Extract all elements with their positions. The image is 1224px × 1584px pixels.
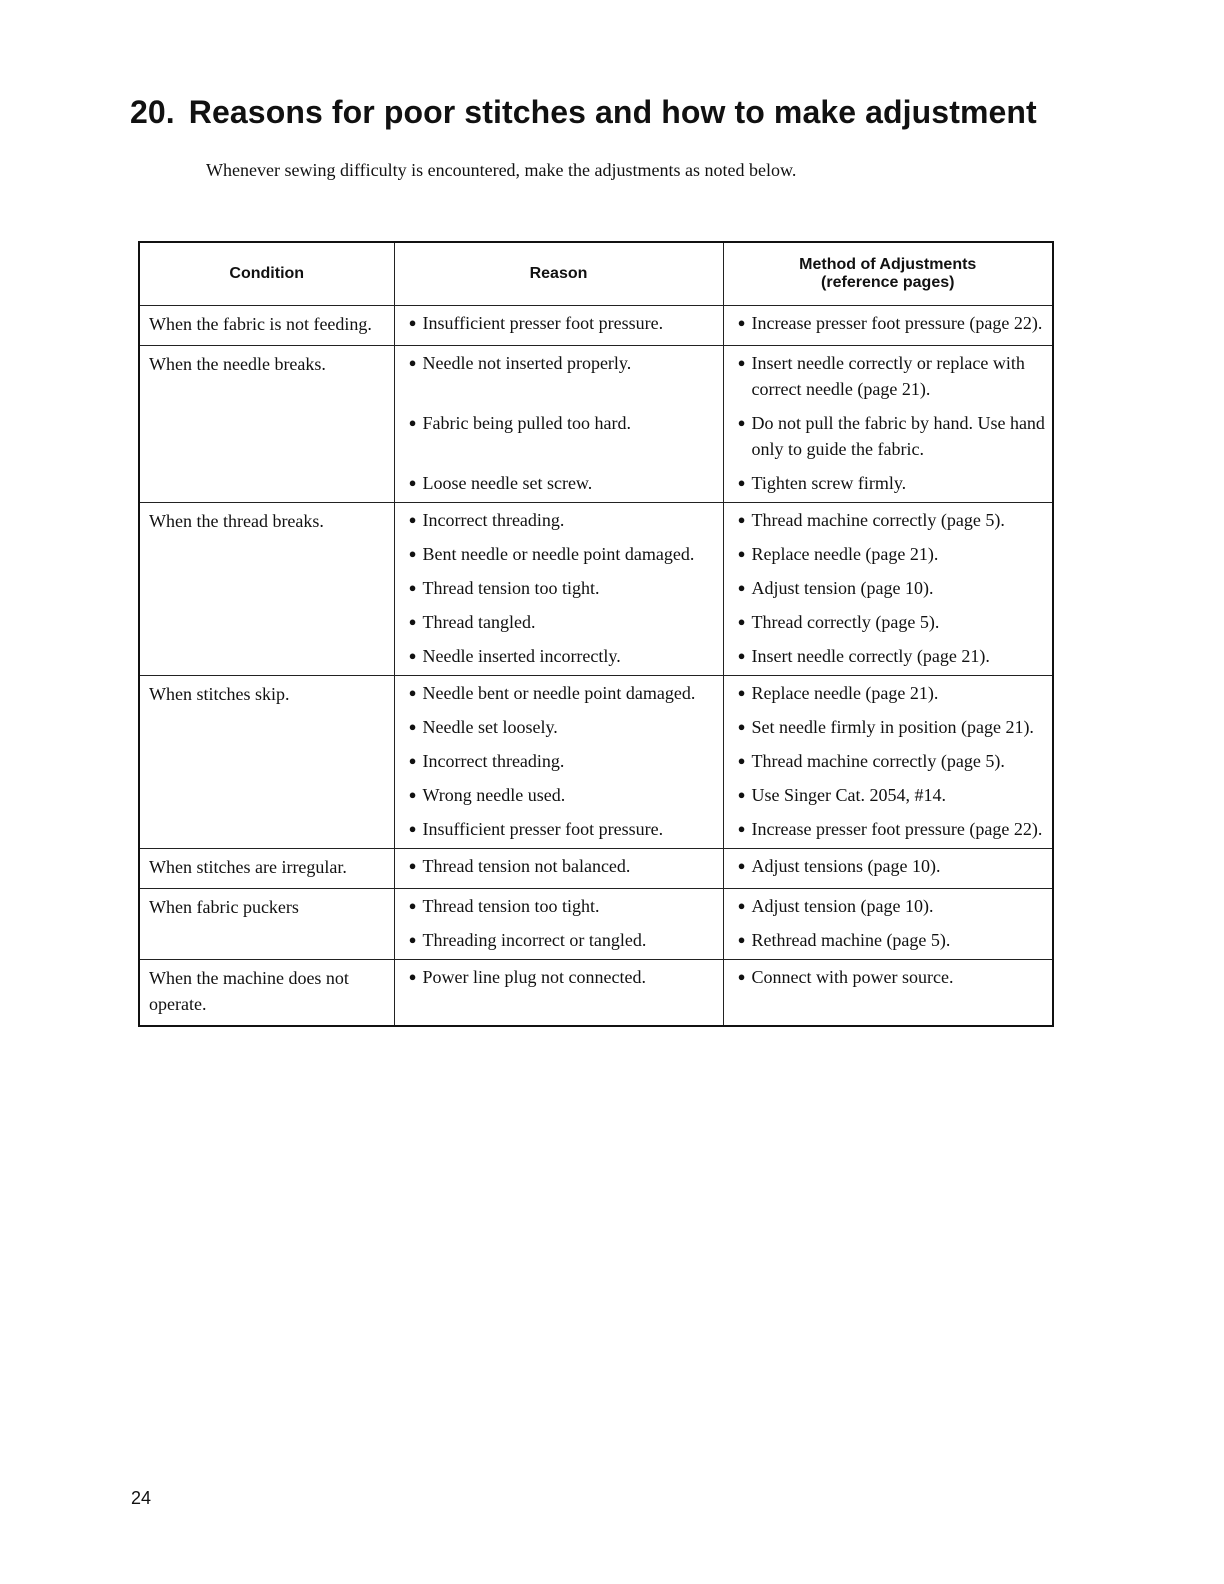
bullet-icon: ● <box>408 932 417 947</box>
bullet-icon: ● <box>737 858 746 873</box>
bullet-icon: ● <box>408 475 417 490</box>
reason-item <box>403 350 719 402</box>
method-text: Insert needle correctly or replace with correct needle (page 21). <box>751 353 1025 399</box>
condition-cell: When the machine does not operate. <box>139 960 394 1027</box>
bullet-icon: ● <box>408 580 417 595</box>
intro-text: Whenever sewing difficulty is encountered, make the adjustments as noted below. <box>206 160 797 180</box>
method-item <box>732 310 1049 336</box>
table-row <box>139 503 1053 676</box>
bullet-icon: ● <box>408 355 417 370</box>
method-text: Thread machine correctly (page 5). <box>751 510 1005 530</box>
bullet-icon: ● <box>737 898 746 913</box>
reason-item <box>403 310 719 336</box>
reason-cell <box>394 849 723 889</box>
bullet-icon: ● <box>408 821 417 836</box>
bullet-icon: ● <box>737 719 746 734</box>
table-row <box>139 960 1053 1027</box>
reason-text: Wrong needle used. <box>422 785 566 805</box>
reason-item <box>403 410 719 462</box>
method-item <box>732 964 1049 990</box>
troubleshooting-table <box>138 241 1054 1027</box>
condition-cell: When the thread breaks. <box>139 503 394 676</box>
method-item <box>732 541 1049 567</box>
method-text: Insert needle correctly (page 21). <box>751 646 990 666</box>
reason-text: Thread tension too tight. <box>422 578 600 598</box>
reason-text: Power line plug not connected. <box>422 967 646 987</box>
bullet-icon: ● <box>737 512 746 527</box>
reason-text: Insufficient presser foot pressure. <box>422 819 664 839</box>
condition-cell: When stitches skip. <box>139 676 394 849</box>
bullet-icon: ● <box>737 932 746 947</box>
bullet-icon: ● <box>408 546 417 561</box>
method-cell <box>723 960 1053 1027</box>
bullet-icon: ● <box>737 580 746 595</box>
reason-item <box>403 714 719 740</box>
method-item <box>732 507 1049 533</box>
condition-cell: When the needle breaks. <box>139 346 394 503</box>
method-text: Thread correctly (page 5). <box>751 612 940 632</box>
section-title-text: Reasons for poor stitches and how to make adjustment <box>188 94 1037 130</box>
reason-cell <box>394 889 723 960</box>
method-item <box>732 470 1049 496</box>
reason-text: Threading incorrect or tangled. <box>422 930 647 950</box>
bullet-icon: ● <box>737 475 746 490</box>
table-body <box>139 306 1053 1027</box>
reason-cell <box>394 676 723 849</box>
condition-header: Condition <box>139 242 394 306</box>
reason-item <box>403 507 719 533</box>
reason-cell <box>394 346 723 503</box>
method-item <box>732 575 1049 601</box>
reason-text: Fabric being pulled too hard. <box>422 413 631 433</box>
reason-item <box>403 541 719 567</box>
bullet-icon: ● <box>408 648 417 663</box>
reason-text: Incorrect threading. <box>422 751 565 771</box>
method-item <box>732 853 1049 879</box>
reason-text: Thread tangled. <box>422 612 536 632</box>
reason-item <box>403 609 719 635</box>
method-cell <box>723 849 1053 889</box>
method-text: Adjust tensions (page 10). <box>751 856 941 876</box>
reason-item <box>403 575 719 601</box>
reason-item <box>403 927 719 953</box>
method-text: Set needle firmly in position (page 21). <box>751 717 1034 737</box>
reason-item <box>403 643 719 669</box>
reason-text: Needle inserted incorrectly. <box>422 646 621 666</box>
method-text: Adjust tension (page 10). <box>751 578 934 598</box>
method-cell <box>723 889 1053 960</box>
section-number: 20. <box>130 94 175 130</box>
table-row <box>139 676 1053 849</box>
bullet-icon: ● <box>737 315 746 330</box>
method-text: Replace needle (page 21). <box>751 544 939 564</box>
reason-text: Loose needle set screw. <box>422 473 593 493</box>
reason-text: Needle bent or needle point damaged. <box>422 683 696 703</box>
method-text: Replace needle (page 21). <box>751 683 939 703</box>
method-text: Thread machine correctly (page 5). <box>751 751 1005 771</box>
method-header-line2: (reference pages) <box>821 274 955 291</box>
reason-cell <box>394 306 723 346</box>
reason-item <box>403 470 719 496</box>
method-text: Increase presser foot pressure (page 22). <box>751 313 1043 333</box>
bullet-icon: ● <box>737 355 746 370</box>
method-item <box>732 680 1049 706</box>
table-row <box>139 849 1053 889</box>
table-row <box>139 889 1053 960</box>
method-cell <box>723 676 1053 849</box>
bullet-icon: ● <box>408 753 417 768</box>
table-header-row <box>139 242 1053 306</box>
bullet-icon: ● <box>737 546 746 561</box>
reason-header: Reason <box>394 242 723 306</box>
bullet-icon: ● <box>737 415 746 430</box>
reason-text: Thread tension too tight. <box>422 896 600 916</box>
method-item <box>732 927 1049 953</box>
method-cell <box>723 346 1053 503</box>
reason-text: Bent needle or needle point damaged. <box>422 544 695 564</box>
bullet-icon: ● <box>408 614 417 629</box>
method-text: Rethread machine (page 5). <box>751 930 951 950</box>
reason-text: Thread tension not balanced. <box>422 856 631 876</box>
bullet-icon: ● <box>737 648 746 663</box>
method-item <box>732 893 1049 919</box>
bullet-icon: ● <box>408 787 417 802</box>
method-item <box>732 714 1049 740</box>
reason-item <box>403 853 719 879</box>
method-header <box>723 242 1053 306</box>
reason-cell <box>394 960 723 1027</box>
method-text: Tighten screw firmly. <box>751 473 907 493</box>
method-cell <box>723 306 1053 346</box>
method-item <box>732 816 1049 842</box>
method-text: Connect with power source. <box>751 967 954 987</box>
bullet-icon: ● <box>408 685 417 700</box>
table-row <box>139 346 1053 503</box>
method-text: Use Singer Cat. 2054, #14. <box>751 785 946 805</box>
reason-text: Needle not inserted properly. <box>422 353 632 373</box>
reason-text: Incorrect threading. <box>422 510 565 530</box>
page-number: 24 <box>131 1488 152 1508</box>
bullet-icon: ● <box>737 821 746 836</box>
condition-cell: When stitches are irregular. <box>139 849 394 889</box>
method-item <box>732 748 1049 774</box>
bullet-icon: ● <box>408 719 417 734</box>
reason-item <box>403 782 719 808</box>
bullet-icon: ● <box>737 969 746 984</box>
reason-text: Insufficient presser foot pressure. <box>422 313 664 333</box>
reason-item <box>403 964 719 990</box>
bullet-icon: ● <box>737 685 746 700</box>
method-text: Increase presser foot pressure (page 22). <box>751 819 1043 839</box>
bullet-icon: ● <box>408 969 417 984</box>
method-item <box>732 609 1049 635</box>
condition-cell: When fabric puckers <box>139 889 394 960</box>
bullet-icon: ● <box>408 898 417 913</box>
table-row <box>139 306 1053 346</box>
method-cell <box>723 503 1053 676</box>
method-item <box>732 410 1049 462</box>
method-header-line1: Method of Adjustments <box>799 256 977 273</box>
method-item <box>732 782 1049 808</box>
bullet-icon: ● <box>408 415 417 430</box>
reason-item <box>403 748 719 774</box>
condition-cell: When the fabric is not feeding. <box>139 306 394 346</box>
bullet-icon: ● <box>408 858 417 873</box>
method-text: Do not pull the fabric by hand. Use hand only to guide the fabric. <box>751 413 1045 459</box>
method-text: Adjust tension (page 10). <box>751 896 934 916</box>
reason-text: Needle set loosely. <box>422 717 558 737</box>
reason-item <box>403 816 719 842</box>
bullet-icon: ● <box>408 315 417 330</box>
bullet-icon: ● <box>737 753 746 768</box>
reason-item <box>403 680 719 706</box>
method-item <box>732 350 1049 402</box>
method-item <box>732 643 1049 669</box>
reason-item <box>403 893 719 919</box>
reason-cell <box>394 503 723 676</box>
bullet-icon: ● <box>408 512 417 527</box>
section-title <box>130 94 1037 131</box>
bullet-icon: ● <box>737 787 746 802</box>
bullet-icon: ● <box>737 614 746 629</box>
